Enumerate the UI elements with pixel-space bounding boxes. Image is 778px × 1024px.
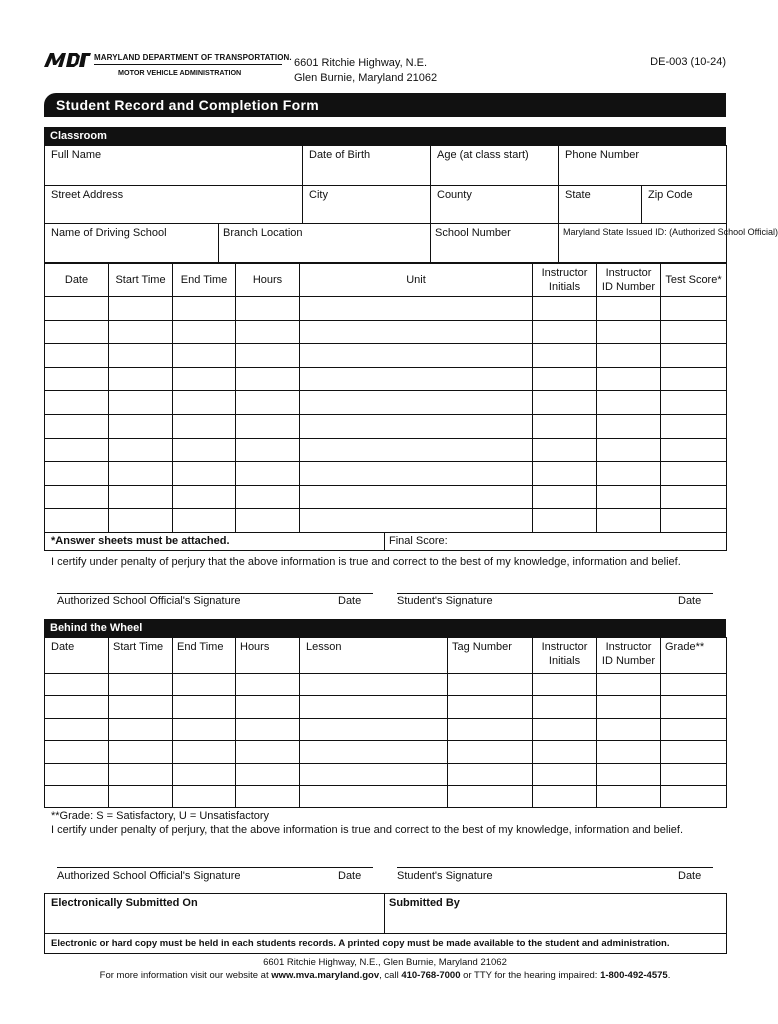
classroom-official-date-label: Date — [338, 595, 362, 607]
btw-log-cell[interactable] — [661, 674, 727, 696]
classroom-log-row — [45, 438, 727, 462]
btw-col-date: Date — [45, 638, 109, 674]
mdot-logo-mark — [44, 52, 92, 68]
btw-log-cell[interactable] — [448, 674, 533, 696]
footer-contact-prefix: For more information visit our website at — [99, 970, 272, 981]
col-unit: Unit — [300, 263, 533, 297]
date-of-birth-field[interactable]: Date of Birth — [303, 146, 431, 186]
form-number: DE-003 (10-24) — [650, 56, 726, 68]
classroom-log-cell[interactable] — [45, 297, 109, 321]
btw-log-table — [44, 637, 727, 808]
classroom-log-cell[interactable] — [533, 485, 597, 509]
col-test-score: Test Score* — [661, 263, 727, 297]
btw-log-cell[interactable] — [173, 785, 236, 807]
btw-col-tag-number: Tag Number — [448, 638, 533, 674]
submission-table — [44, 893, 727, 954]
btw-log-row — [45, 741, 727, 763]
classroom-log-cell[interactable] — [300, 367, 533, 391]
col-end-time: End Time — [173, 263, 236, 297]
school-number-field[interactable]: School Number — [431, 224, 559, 264]
classroom-log-cell[interactable] — [236, 297, 300, 321]
btw-col-start-time: Start Time — [109, 638, 173, 674]
classroom-log-row — [45, 509, 727, 533]
classroom-log-cell[interactable] — [173, 509, 236, 533]
btw-log-cell[interactable] — [448, 696, 533, 718]
grade-key-note: **Grade: S = Satisfactory, U = Unsatisfactory — [51, 810, 270, 822]
btw-log-cell[interactable] — [109, 674, 173, 696]
col-instructor-id: Instructor ID Number — [597, 263, 661, 297]
footer-contact — [44, 969, 726, 982]
age-field[interactable]: Age (at class start) — [431, 146, 559, 186]
btw-log-cell[interactable] — [661, 785, 727, 807]
btw-log-cell[interactable] — [597, 674, 661, 696]
btw-log-cell[interactable] — [173, 741, 236, 763]
btw-log-row — [45, 718, 727, 740]
website-link[interactable]: www.mva.maryland.gov — [271, 970, 380, 981]
classroom-log-cell[interactable] — [45, 509, 109, 533]
classroom-log-cell[interactable] — [300, 297, 533, 321]
classroom-log-cell[interactable] — [45, 344, 109, 368]
classroom-log-cell[interactable] — [597, 438, 661, 462]
btw-log-cell[interactable] — [45, 741, 109, 763]
classroom-log-cell[interactable] — [533, 391, 597, 415]
classroom-log-cell[interactable] — [109, 462, 173, 486]
classroom-log-cell[interactable] — [236, 320, 300, 344]
btw-log-cell[interactable] — [109, 763, 173, 785]
classroom-log-cell[interactable] — [597, 485, 661, 509]
classroom-log-cell[interactable] — [533, 320, 597, 344]
classroom-log-cell[interactable] — [533, 367, 597, 391]
classroom-log-cell[interactable] — [661, 391, 727, 415]
classroom-log-row — [45, 391, 727, 415]
classroom-log-cell[interactable] — [661, 344, 727, 368]
btw-log-cell[interactable] — [448, 763, 533, 785]
btw-log-cell[interactable] — [597, 696, 661, 718]
classroom-log-row — [45, 297, 727, 321]
classroom-log-cell[interactable] — [173, 367, 236, 391]
classroom-log-cell[interactable] — [300, 509, 533, 533]
footer-contact-end: . — [667, 970, 671, 981]
classroom-log-cell[interactable] — [300, 462, 533, 486]
classroom-student-signature-label: Student's Signature — [397, 595, 493, 607]
classroom-log-cell[interactable] — [173, 485, 236, 509]
logo-divider — [94, 64, 282, 65]
classroom-log-cell[interactable] — [300, 414, 533, 438]
classroom-log-cell[interactable] — [236, 509, 300, 533]
btw-log-cell[interactable] — [236, 718, 300, 740]
btw-log-cell[interactable] — [236, 763, 300, 785]
classroom-log-cell[interactable] — [236, 414, 300, 438]
agency-name: MOTOR VEHICLE ADMINISTRATION — [118, 68, 242, 77]
final-score-field[interactable]: Final Score: — [385, 533, 727, 551]
btw-official-signature-label: Authorized School Official's Signature — [57, 870, 241, 882]
btw-log-cell[interactable] — [661, 718, 727, 740]
footer-address: 6601 Ritchie Highway, N.E., Glen Burnie, Maryland 21062 — [263, 957, 507, 968]
classroom-log-cell[interactable] — [236, 485, 300, 509]
btw-log-cell[interactable] — [236, 741, 300, 763]
retention-note: Electronic or hard copy must be held in each students records. A printed copy must be made available to the student and administration. — [45, 934, 727, 954]
classroom-log-cell[interactable] — [533, 438, 597, 462]
classroom-log-cell[interactable] — [236, 391, 300, 415]
classroom-info-table — [44, 145, 778, 264]
btw-col-end-time: End Time — [173, 638, 236, 674]
classroom-log-cell[interactable] — [45, 485, 109, 509]
answer-sheets-note: *Answer sheets must be attached. — [45, 533, 385, 551]
classroom-log-cell[interactable] — [661, 320, 727, 344]
classroom-log-cell[interactable] — [661, 367, 727, 391]
electronically-submitted-on-field[interactable]: Electronically Submitted On — [45, 894, 385, 934]
btw-log-cell[interactable] — [448, 741, 533, 763]
classroom-log-cell[interactable] — [109, 344, 173, 368]
classroom-log-cell[interactable] — [533, 297, 597, 321]
classroom-log-cell[interactable] — [597, 462, 661, 486]
btw-log-cell[interactable] — [300, 741, 448, 763]
classroom-log-cell[interactable] — [597, 367, 661, 391]
classroom-log-cell[interactable] — [300, 320, 533, 344]
classroom-log-cell[interactable] — [45, 391, 109, 415]
btw-official-signature-line[interactable] — [57, 867, 373, 868]
btw-log-row — [45, 696, 727, 718]
header-address — [294, 56, 437, 86]
btw-log-cell[interactable] — [109, 785, 173, 807]
classroom-log-cell[interactable] — [236, 462, 300, 486]
btw-log-header — [45, 638, 727, 674]
classroom-log-table — [44, 262, 727, 533]
classroom-log-row — [45, 344, 727, 368]
col-start-time: Start Time — [109, 263, 173, 297]
full-name-field[interactable]: Full Name — [45, 146, 303, 186]
classroom-log-row — [45, 367, 727, 391]
driving-school-name-field[interactable]: Name of Driving School — [45, 224, 219, 264]
classroom-log-row — [45, 320, 727, 344]
btw-col-lesson: Lesson — [300, 638, 448, 674]
btw-student-signature-label: Student's Signature — [397, 870, 493, 882]
btw-log-cell[interactable] — [109, 696, 173, 718]
classroom-log-cell[interactable] — [109, 414, 173, 438]
county-field[interactable]: County — [431, 186, 559, 224]
classroom-log-cell[interactable] — [533, 344, 597, 368]
btw-log-row — [45, 763, 727, 785]
btw-log-cell[interactable] — [300, 718, 448, 740]
classroom-log-cell[interactable] — [236, 344, 300, 368]
btw-col-hours: Hours — [236, 638, 300, 674]
address-line-2: Glen Burnie, Maryland 21062 — [294, 72, 438, 84]
btw-student-signature-line[interactable] — [397, 867, 713, 868]
classroom-log-cell[interactable] — [300, 485, 533, 509]
classroom-log-cell[interactable] — [661, 414, 727, 438]
form-header — [44, 50, 726, 86]
classroom-log-cell[interactable] — [661, 438, 727, 462]
classroom-student-signature-line[interactable] — [397, 593, 713, 594]
btw-log-cell[interactable] — [597, 785, 661, 807]
classroom-log-cell[interactable] — [45, 462, 109, 486]
btw-log-cell[interactable] — [300, 785, 448, 807]
classroom-log-cell[interactable] — [45, 320, 109, 344]
dept-name: MARYLAND DEPARTMENT OF TRANSPORTATION. — [94, 53, 292, 62]
btw-log-cell[interactable] — [300, 763, 448, 785]
btw-log-cell[interactable] — [533, 718, 597, 740]
btw-log-cell[interactable] — [300, 674, 448, 696]
btw-log-cell[interactable] — [45, 696, 109, 718]
btw-log-cell[interactable] — [448, 718, 533, 740]
btw-log-cell[interactable] — [533, 741, 597, 763]
btw-log-cell[interactable] — [661, 741, 727, 763]
btw-log-cell[interactable] — [45, 718, 109, 740]
btw-log-cell[interactable] — [236, 674, 300, 696]
classroom-log-cell[interactable] — [597, 414, 661, 438]
classroom-section-title: Classroom — [44, 127, 726, 145]
tty-number: 1-800-492-4575 — [600, 970, 668, 981]
btw-col-instructor-id: Instructor ID Number — [597, 638, 661, 674]
btw-log-cell[interactable] — [448, 785, 533, 807]
footer-contact-call: , call — [379, 970, 402, 981]
classroom-log-cell[interactable] — [109, 297, 173, 321]
city-field[interactable]: City — [303, 186, 431, 224]
address-line-1: 6601 Ritchie Highway, N.E. — [294, 57, 428, 69]
classroom-log-cell[interactable] — [173, 320, 236, 344]
classroom-log-cell[interactable] — [173, 344, 236, 368]
btw-section-title: Behind the Wheel — [44, 619, 726, 637]
btw-log-cell[interactable] — [597, 718, 661, 740]
classroom-log-cell[interactable] — [236, 438, 300, 462]
col-instructor-initials: Instructor Initials — [533, 263, 597, 297]
classroom-log-cell[interactable] — [597, 391, 661, 415]
btw-log-cell[interactable] — [45, 763, 109, 785]
btw-log-cell[interactable] — [661, 763, 727, 785]
classroom-log-cell[interactable] — [109, 367, 173, 391]
classroom-log-cell[interactable] — [533, 462, 597, 486]
btw-log-cell[interactable] — [533, 763, 597, 785]
btw-log-cell[interactable] — [45, 674, 109, 696]
classroom-log-cell[interactable] — [109, 438, 173, 462]
classroom-log-row — [45, 485, 727, 509]
btw-log-cell[interactable] — [236, 696, 300, 718]
btw-log-cell[interactable] — [533, 696, 597, 718]
classroom-log-cell[interactable] — [173, 297, 236, 321]
btw-log-cell[interactable] — [109, 741, 173, 763]
classroom-log-cell[interactable] — [45, 367, 109, 391]
btw-table-bottom — [44, 807, 726, 808]
btw-log-cell[interactable] — [236, 785, 300, 807]
classroom-certify-text: I certify under penalty of perjury that the above information is true and correct to the best of my knowledge, information and belief. — [51, 556, 681, 568]
btw-log-cell[interactable] — [300, 696, 448, 718]
btw-log-cell[interactable] — [109, 718, 173, 740]
classroom-log-cell[interactable] — [533, 414, 597, 438]
classroom-student-date-label: Date — [678, 595, 702, 607]
classroom-official-signature-line[interactable] — [57, 593, 373, 594]
classroom-log-row — [45, 462, 727, 486]
submitted-by-field[interactable]: Submitted By — [385, 894, 727, 934]
btw-col-instructor-initials: Instructor Initials — [533, 638, 597, 674]
classroom-log-cell[interactable] — [661, 462, 727, 486]
btw-log-row — [45, 785, 727, 807]
btw-log-cell[interactable] — [173, 696, 236, 718]
col-date: Date — [45, 263, 109, 297]
branch-location-field[interactable]: Branch Location — [219, 224, 431, 264]
mdot-logo — [44, 50, 292, 80]
classroom-official-signature-label: Authorized School Official's Signature — [57, 595, 241, 607]
classroom-log-cell[interactable] — [173, 462, 236, 486]
btw-col-grade: Grade** — [661, 638, 727, 674]
classroom-log-cell[interactable] — [236, 367, 300, 391]
classroom-log-cell[interactable] — [597, 344, 661, 368]
classroom-log-cell[interactable] — [109, 509, 173, 533]
btw-certify-text: I certify under penalty of perjury, that the above information is true and correct to the best of my knowledge, information and belief. — [51, 824, 684, 836]
state-issued-id-field[interactable]: Maryland State Issued ID: (Authorized School Official) — [559, 224, 727, 264]
classroom-log-cell[interactable] — [300, 391, 533, 415]
phone-number-field[interactable]: Phone Number — [559, 146, 727, 186]
classroom-log-cell[interactable] — [661, 297, 727, 321]
btw-log-cell[interactable] — [173, 674, 236, 696]
classroom-log-cell[interactable] — [109, 320, 173, 344]
btw-log-cell[interactable] — [173, 763, 236, 785]
phone-number: 410-768-7000 — [401, 970, 461, 981]
classroom-log-header — [45, 263, 727, 297]
btw-log-cell[interactable] — [173, 718, 236, 740]
classroom-log-cell[interactable] — [109, 391, 173, 415]
classroom-log-cell[interactable] — [173, 414, 236, 438]
btw-log-cell[interactable] — [533, 785, 597, 807]
classroom-log-cell[interactable] — [597, 297, 661, 321]
classroom-log-cell[interactable] — [173, 438, 236, 462]
btw-log-row — [45, 674, 727, 696]
classroom-log-cell[interactable] — [45, 438, 109, 462]
classroom-log-cell[interactable] — [45, 414, 109, 438]
page-footer — [44, 956, 726, 982]
classroom-log-cell[interactable] — [300, 438, 533, 462]
btw-log-cell[interactable] — [45, 785, 109, 807]
classroom-score-row — [44, 532, 727, 551]
footer-contact-tty: or TTY for the hearing impaired: — [460, 970, 601, 981]
classroom-log-cell[interactable] — [533, 509, 597, 533]
btw-log-cell[interactable] — [597, 763, 661, 785]
classroom-log-cell[interactable] — [661, 485, 727, 509]
street-address-field[interactable]: Street Address — [45, 186, 303, 224]
classroom-log-cell[interactable] — [597, 320, 661, 344]
btw-log-cell[interactable] — [661, 696, 727, 718]
col-hours: Hours — [236, 263, 300, 297]
state-field[interactable]: State — [559, 186, 642, 224]
classroom-log-cell[interactable] — [597, 509, 661, 533]
classroom-log-cell[interactable] — [300, 344, 533, 368]
zip-code-field[interactable]: Zip Code — [642, 186, 727, 224]
btw-log-cell[interactable] — [533, 674, 597, 696]
btw-official-date-label: Date — [338, 870, 362, 882]
classroom-log-cell[interactable] — [109, 485, 173, 509]
classroom-log-row — [45, 414, 727, 438]
classroom-log-cell[interactable] — [661, 509, 727, 533]
form-title: Student Record and Completion Form — [44, 93, 726, 117]
btw-log-cell[interactable] — [597, 741, 661, 763]
classroom-log-cell[interactable] — [173, 391, 236, 415]
btw-student-date-label: Date — [678, 870, 702, 882]
